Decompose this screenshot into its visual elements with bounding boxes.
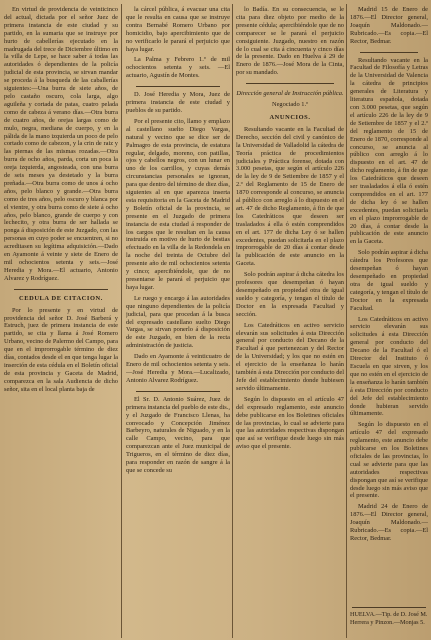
column-3 bbox=[236, 6, 344, 638]
section-divider bbox=[360, 52, 418, 53]
printer-imprint: HUELVA.—Tip. de D. José M. Herrera y Pinzon.—Monjas 5. bbox=[350, 611, 428, 626]
signature-line: Dado en Ayamonte á veinticuatro de Enero de mil ochocientos setenta y seis.—José Heredia y Mora.—Lucalizado, Antonio Alvarez Rodríguez. bbox=[126, 353, 230, 384]
signature-line: Madrid 15 de Enero de 1876.—El Director general, Joaquín Maldonado.—Rubricado.—Es copia.—El Rector, Bedmar. bbox=[350, 6, 428, 45]
column-2 bbox=[126, 6, 230, 638]
paragraph: Los Catedráticos en activo servicio elevarán sus solicitudes á esta Dirección general por conducto del Decano de la Facultad á que pertenezcan y del Rector de la Universidad; y los que no estén en el ejercicio de la enseñanza lo harán también á esta Dirección por conducto del Jefe del establecimiento donde hubiesen servido últimamente. bbox=[236, 321, 344, 392]
paragraph: Solo podrán aspirar á dicha cátedra los profesores que desempeñan ó hayan desempeñado en propiedad otra de igual sueldo y categoría, y tengan el título de Doctor en la expresada Facultad y sección. bbox=[236, 271, 344, 318]
paragraph: El Sr. D. Antonio Suárez, Juez de primera instancia del pueblo de este dis., y el Juzgado de Francisco Llenas, ha convocado y Concepción Jiménez Barbeyro, naturales de Niguado, y en la calle Campo, vecino, para que comparezcan ante el Juez municipal de Trigueros, en el término de diez días, para responder en razón de sangre á la que se concede su bbox=[126, 395, 230, 474]
column-rule bbox=[121, 4, 122, 638]
section-subheading: Dirección general de Instrucción pública. bbox=[236, 90, 344, 98]
column-rule bbox=[232, 4, 233, 638]
section-divider bbox=[14, 289, 108, 290]
section-divider bbox=[136, 86, 220, 87]
section-divider bbox=[246, 83, 334, 84]
paragraph: Según lo dispuesto en el artículo 47 del expresado reglamento, este anuncio debe publicarse en los Boletines oficiales de las provincias, lo cual se advierte para que las autoridades respectivas dispongan que así se verifique desde luego sin más aviso que el presente. bbox=[236, 395, 344, 451]
paragraph: Los Catedráticos en activo servicio elevarán sus solicitudes á esta Dirección general por conducto del Decano de la Facultad ó el Director del Instituto ó Escuela en que sirven, y los que no estén en el ejercicio de la enseñanza lo harán también á esta Dirección por conducto del Jefe del establecimiento donde hubieran servido últimamente. bbox=[350, 315, 428, 418]
section-heading: CEDULA DE CITACION. bbox=[19, 294, 103, 302]
column-4 bbox=[350, 6, 428, 638]
paragraph: Le ruego y encargo á las autoridades que ninguno dependientes de la policía judicial, para que procedan á la busca del expresado castellano suelto Diego Vargas, se sirvan ponerlo á disposición de este Juzgado, en bien de la recta administración de justicia. bbox=[126, 294, 230, 350]
paragraph: Resultando vacante en la Facultad de Derecho, sección del civil y canónico de la Universidad de Valladolid la cátedra de Teoría práctica de procedimientos judiciales y Práctica forense, dotada con 3.000 pesetas, que según el artículo 226 de la ley de 9 de Setiembre de 1857 y el 2.º del Reglamento de 15 de Enero de 1870 corresponde al concurso, se anuncia al público con arreglo á lo dispuesto en el art. 47 de dicho Reglamento, á fin de que los Catedráticos que deseen ser trasladados á ella ó estén comprendidos en el art. 177 de dicha Ley ó se hallen excedentes, puedan solicitarla en el plazo improrrogable de 20 días á contar desde la publicación de este anuncio en la Gaceta. bbox=[236, 125, 344, 268]
paragraph: Por el presente cito, llamo y emplazo al castellano suelto Diego Vargas, natural y vecino que se dice ser de Palmagro de esta provincia, de estatura regular, delgado, moreno, con patillas, ojos y cabellos negros, con un lunar en uno de los carrillos, y cuyas demás circunstancias personales se ignoran, para que dentro del término de diez días, siguientes al en que aparezca inserta esta requisitoria en la Gaceta de Madrid y Boletín oficial de la provincia, se presente en el Juzgado de primera instancia de esta ciudad á responder de los cargos que le resultan en la causa instruida en motivo de hurto de bestias efectuado en la villa de la Redondela en la noche del treinta de Octubre del presente año de mil ochocientos setenta y cinco; apercibiéndole, que de no presentarse le parará el perjuicio que haya lugar. bbox=[126, 117, 230, 291]
cedula-text: Por lo presente y en virtud de providencia del señor D. José Barberá y Estruch, juez de primera instancia de este partido, se cita y llama á José Romero Urbano, vecino de Palermo del Campo, para que en el improrrogable término de diez días, contados desde el en que tenga lugar la inserción de esta cédula en el Boletín oficial de esta provincia y Gaceta de Madrid, comparezca en la sala Audiencia de dicho señor, sita en el local planta baja de bbox=[4, 306, 118, 393]
signature-line: La Palma y Febrero 1.º de mil ochocientos setenta y seis. —El actuario, Agustín de Montes. bbox=[126, 56, 230, 80]
requisitoria-text: En virtud de providencia de veinticinco del actual, dictada por el señor Juez de primera instancia de este ciudad y su partido, en la sumaria que se instruye por hurto de cabellerías ejecutado en la madrugada del trece de Diciembre último en la villa de Lepe, se hace saber á todas las autoridades ó dependientes de la policía judicial de esta provincia, se sirvan mandar se proceda á la busqueda de las caballerías siguientes:—Una burra de siete años, de pelo castaño oscuro, cola larga, algo aguileña y cortada de patas, cuatro pelada como de cabeza á verano días.—Otra burra de cuatro años, de orejas largas como de mulo, negra, mediana de cuerpo, y en la pálida de la mano izquierda un poco de pelo cortado como de cabezon, y la crin de raiz y las piernas de las mismas rozadas.—Otra burra de ocho años, parda, corta un poca la oreja izquierda, angosteada, con una burra de seis meses ya destetado y la burra preñada.—Otra burra como de unos á ocho años, pelo blanco y grande.—Otra burra como de tres años, pelo oscuro y blanca por el vientre, y otra burra como de siete á ocho años, pelo blanco, grande de cuerpo y con lechecito, y otra burra de ser hallada se ponga á disposición de este Juzgado, con las personas en cuyo poder se encuentren, si no acreditasen su legítima adquisición.—Dado en Ayamonte á veinte y siete de Enero de mil ochocientos setenta y seis.—José Heredia y Mora.—El actuario, Antonio Alvarez y Rodríguez. bbox=[4, 6, 118, 282]
signature-line: Madrid 24 de Enero de 1876.—El Director general, Joaquín Maldonado.—Rubricado.—Es copia.—El Rector, Bedmar. bbox=[350, 503, 428, 542]
paragraph: Solo podrán aspirar á dicha cátedra los Profesores que desempeñan ó hayan desempeñado en propiedad otra de igual sueldo y categoría, y tengan el título de Doctor en la expresada Facultad. bbox=[350, 249, 428, 312]
negociado-label: Negociado 1.º bbox=[271, 101, 309, 109]
column-1 bbox=[4, 6, 118, 638]
section-divider bbox=[136, 391, 220, 392]
paragraph: D. José Heredia y Mora, Juez de primera instancia de este ciudad y pueblos de su partido. bbox=[126, 91, 230, 114]
paragraph: lo Badía. En su consecuencia, se le cita para diez objeto por medio de la presente cédula; apercibiéndole que de no comparecer se le parará el perjuicio consiguiente. Juzgado, nuestro en razón de lo cual se cita á cincuenta y cinco días de la presente. Dado en Huelva á 29 de Enero de 1876.—José Mora de la Cinta, por su mandado. bbox=[236, 6, 344, 77]
paragraph: Según lo dispuesto en el artículo 47 del expresado reglamento, este anuncio debe publicarse en los Boletines oficiales de las provincias, lo cual se advierte para que las autoridades respectivas dispongan que así se verifique desde luego sin más aviso que el presente. bbox=[350, 421, 428, 500]
paragraph: la cárcel pública, á evacuar una cita que le resulta en causa que se instruye contra Bernabé Romero Urbano por homicidio, bajo apercibimiento que de no verificarlo le parará el perjuicio que haya lugar. bbox=[126, 6, 230, 53]
section-heading: ANUNCIOS. bbox=[269, 113, 311, 121]
column-rule bbox=[346, 4, 347, 638]
paragraph: Resultando vacante en la Facultad de Filosofía y Letras de la Universidad de Valencia la cátedra de principios generales de Literatura y literatura española, dotada con 3.000 pesetas, que según el artículo 226 de la ley de 9 de Setiembre de 1857 y el 2.º del reglamento de 15 de Enero de 1870, corresponde al concurso, se anuncia al público con arreglo á lo dispuesto en el art. 47 de dicho reglamento, á fin de que los Catedráticos que deseen ser trasladados á ella ó estén comprendidos en el art. 177 de dicha ley ó se hallen excedentes, puedan solicitarla en el plazo improrrogable de 20 días, á contar desde la publicación de este anuncio en la Gaceta. bbox=[350, 56, 428, 246]
imprint-divider bbox=[352, 607, 426, 608]
